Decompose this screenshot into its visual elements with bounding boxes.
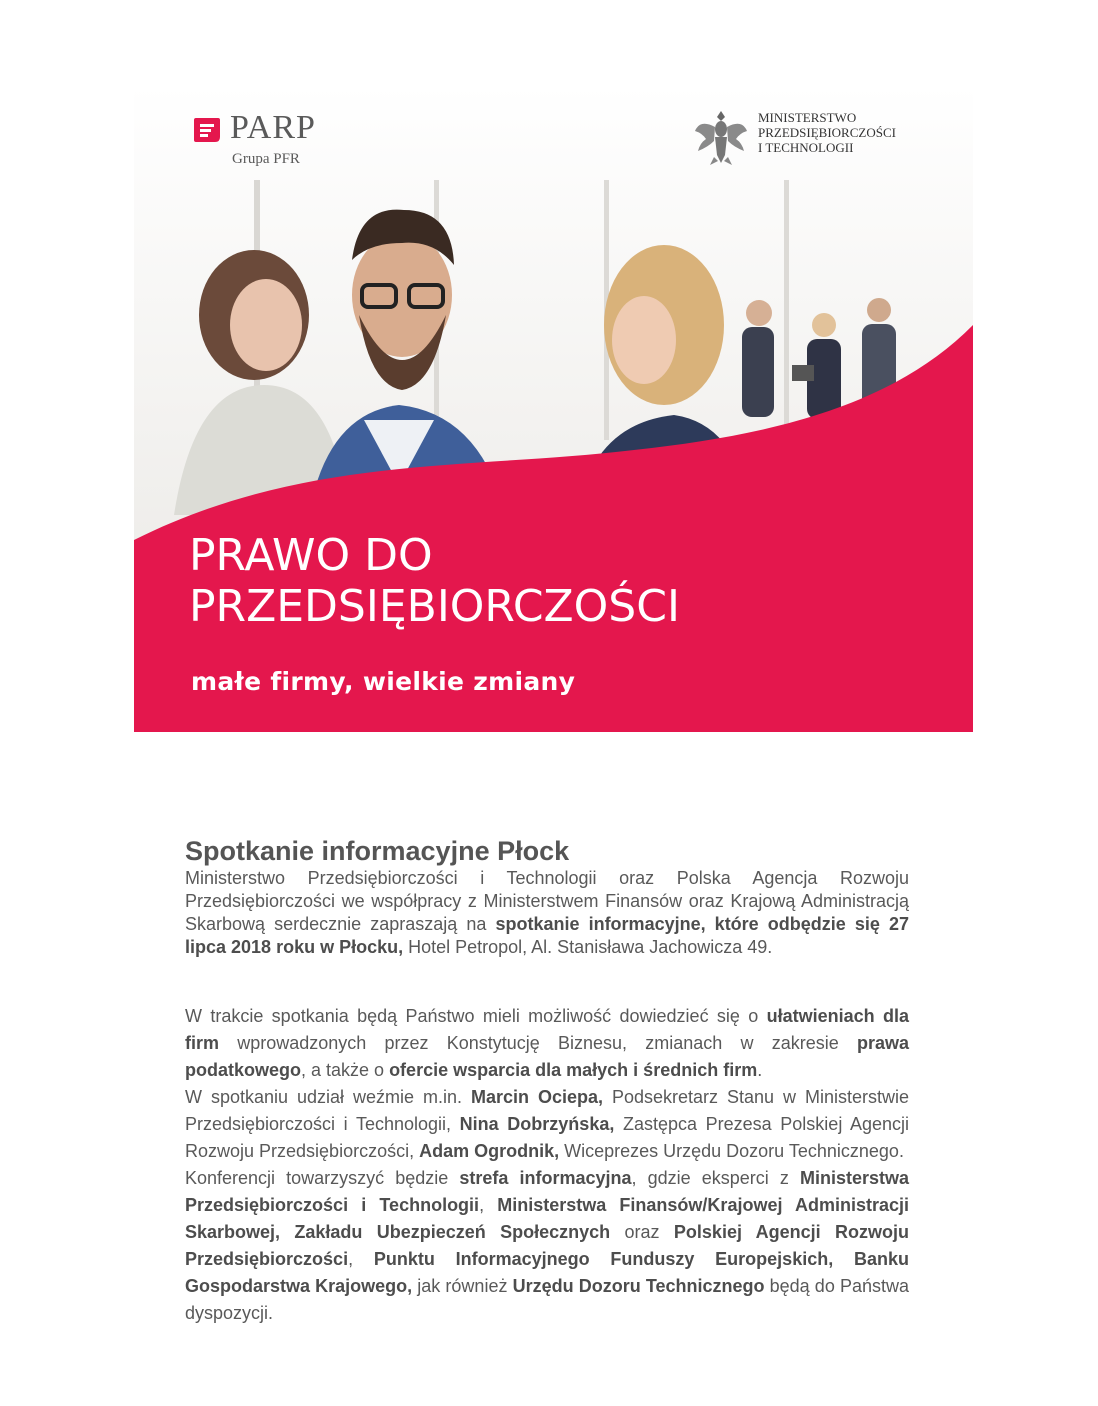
bold-text-run: spotkanie informacyjne, które odbędzie się 27 lipca 2018 roku w Płocku,	[185, 914, 909, 957]
text-run: Podsekretarz Stanu w Ministerstwie Przedsiębiorczości i Technologii,	[185, 1087, 909, 1134]
text-run: ,	[348, 1249, 374, 1269]
text-run: Wiceprezes Urzędu Dozoru Technicznego.	[559, 1141, 904, 1161]
text-run: Konferencji towarzyszyć będzie	[185, 1168, 460, 1188]
parp-logo-subtitle: Grupa PFR	[232, 151, 300, 167]
paragraph-spacer	[185, 959, 909, 1003]
article-heading: Spotkanie informacyjne Płock	[185, 836, 570, 866]
bold-text-run: ułatwieniach dla firm	[185, 1006, 909, 1053]
parp-logo-icon	[192, 115, 222, 145]
text-run: ,	[479, 1195, 498, 1215]
paragraph-topics	[185, 1003, 909, 1084]
text-run: Zastępca Prezesa Polskiej Agencji Rozwoju Przedsiębiorczości,	[185, 1114, 909, 1161]
banner-title-line-1: PRAWO DO	[189, 530, 433, 581]
bold-text-run: Urzędu Dozoru Technicznego	[512, 1276, 765, 1296]
paragraph-speakers	[185, 1084, 909, 1165]
text-run: oraz	[610, 1222, 674, 1242]
paragraph-info-zone	[185, 1165, 909, 1327]
bold-text-run: ofercie wsparcia dla małych i średnich firm	[389, 1060, 758, 1080]
bold-text-run: Adam Ogrodnik,	[419, 1141, 560, 1161]
text-run: W trakcie spotkania będą Państwo mieli możliwość dowiedzieć się o	[185, 1006, 767, 1026]
paragraph-invitation	[185, 867, 909, 959]
text-run: wprowadzonych przez Konstytucję Biznesu, zmianach w zakresie	[219, 1033, 857, 1053]
text-run: W spotkaniu udział weźmie m.in.	[185, 1087, 471, 1107]
ministry-logo-line-2: PRZEDSIĘBIORCZOŚCI	[758, 125, 896, 140]
banner-title	[189, 530, 680, 632]
eagle-emblem-icon	[692, 105, 750, 167]
bold-text-run: Ministerstwa Finansów/Krajowej Administracji Skarbowej, Zakładu Ubezpieczeń Społecznych	[185, 1195, 909, 1242]
text-run: Hotel Petropol, Al. Stanisława Jachowicza 49.	[403, 937, 773, 957]
article-body	[185, 836, 909, 1327]
text-run: , gdzie eksperci z	[631, 1168, 800, 1188]
bold-text-run: Marcin Ociepa,	[470, 1087, 603, 1107]
bold-text-run: prawa podatkowego	[185, 1033, 909, 1080]
banner-artwork	[134, 85, 973, 732]
event-banner	[134, 85, 973, 732]
text-run: , a także o	[301, 1060, 390, 1080]
bold-text-run: strefa informacyjna	[459, 1168, 632, 1188]
bold-text-run: Ministerstwa Przedsiębiorczości i Technologii	[185, 1168, 909, 1215]
parp-logo-text: PARP	[230, 109, 316, 146]
ministry-logo-line-1: MINISTERSTWO	[758, 110, 857, 125]
window-frame	[784, 180, 789, 440]
ministry-logo-line-3: I TECHNOLOGII	[758, 140, 854, 155]
bold-text-run: Nina Dobrzyńska,	[459, 1114, 615, 1134]
text-run: będą do Państwa dyspozycji.	[185, 1276, 909, 1323]
text-run: jak również	[412, 1276, 513, 1296]
banner-title-line-2: PRZEDSIĘBIORCZOŚCI	[189, 581, 680, 632]
text-run: Ministerstwo Przedsiębiorczości i Technologii oraz Polska Agencja Rozwoju Przedsiębiorczości we współpracy z Ministerstwem Finansów oraz Krajową Administracją Skarbową serdecznie zapraszają na	[185, 868, 909, 934]
banner-subtitle: małe firmy, wielkie zmiany	[191, 667, 576, 696]
text-run: .	[757, 1060, 763, 1080]
bold-text-run: Punktu Informacyjnego Funduszy Europejskich, Banku Gospodarstwa Krajowego,	[185, 1249, 909, 1296]
bold-text-run: Polskiej Agencji Rozwoju Przedsiębiorczości	[185, 1222, 909, 1269]
